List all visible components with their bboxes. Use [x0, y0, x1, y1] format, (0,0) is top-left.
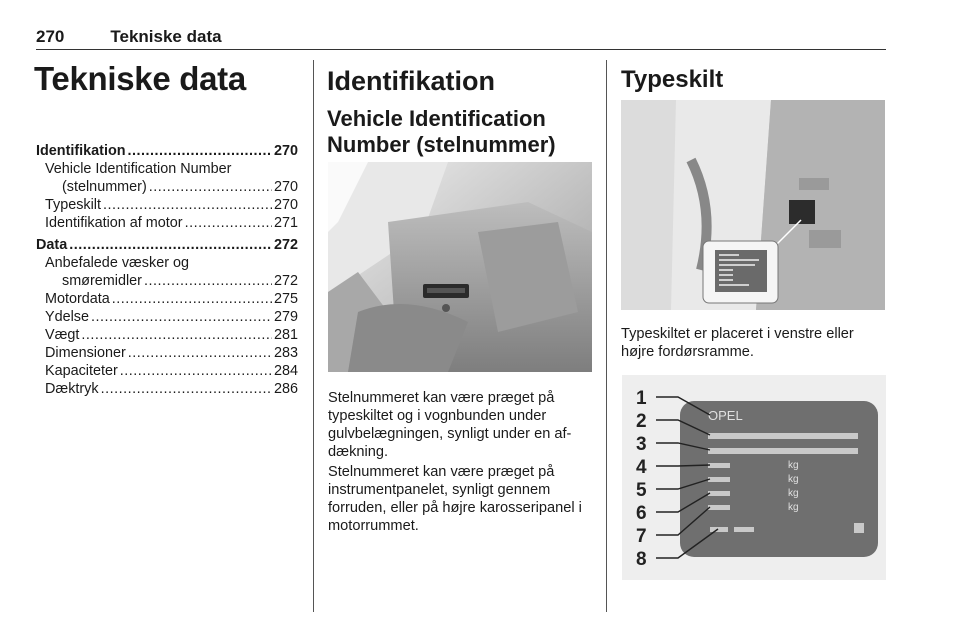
toc-leader-dots: [112, 290, 272, 308]
column-divider-2: [606, 60, 607, 612]
toc-entry-page: 275: [273, 291, 298, 307]
column-divider-1: [313, 60, 314, 612]
callout-number: 6: [636, 503, 647, 524]
callout-number: 5: [636, 480, 647, 501]
callout-number: 1: [636, 388, 647, 409]
toc-leader-dots: [103, 196, 272, 214]
toc-entry-label: (stelnummer): [62, 179, 147, 195]
toc-entry-page: 271: [273, 215, 298, 231]
toc-entry-page: 286: [273, 381, 298, 397]
subtitle-line-2: Number (stelnummer): [327, 132, 556, 157]
vin-floor-photo: [328, 162, 592, 372]
type-plate-location-photo: [621, 100, 885, 310]
toc-leader-dots: [149, 178, 272, 196]
toc-entry[interactable]: [36, 160, 298, 178]
toc-entry[interactable]: [36, 196, 298, 214]
toc-leader-dots: [69, 236, 272, 254]
subsection-title-vin: [327, 106, 556, 158]
toc-entry-page: 283: [273, 345, 298, 361]
toc-entry[interactable]: [36, 214, 298, 232]
vin-paragraph-1: Stelnummeret kan være præget på typeskiltet og i vognbunden under gulvbelægningen, synligt under en afdækning.: [328, 390, 572, 460]
toc-entry-label: smøremidler: [62, 273, 142, 289]
plate-kg-label: kg: [788, 460, 799, 471]
toc-entry-page: 270: [273, 143, 298, 159]
toc-entry[interactable]: [36, 272, 298, 290]
toc-entry-page: 270: [273, 179, 298, 195]
chapter-title: Tekniske data: [34, 60, 246, 97]
header-rule: [36, 49, 886, 50]
toc-entry[interactable]: [36, 290, 298, 308]
toc-entry-label: Typeskilt: [45, 197, 101, 213]
type-plate-illustration: [622, 375, 886, 580]
page-number: 270: [36, 27, 65, 46]
toc-leader-dots: [91, 308, 272, 326]
toc-leader-dots: [128, 142, 272, 160]
plate-brand-text: OPEL: [708, 408, 743, 423]
plate-kg-label: kg: [788, 474, 799, 485]
toc-entry-label: Dimensioner: [45, 345, 126, 361]
table-of-contents: [36, 142, 298, 398]
toc-entry-label: Anbefalede væsker og: [45, 255, 189, 271]
toc-entry-page: 272: [273, 237, 298, 253]
toc-leader-dots: [144, 272, 272, 290]
toc-entry-label: Dæktryk: [45, 381, 99, 397]
toc-leader-dots: [101, 380, 272, 398]
toc-entry[interactable]: [36, 308, 298, 326]
toc-entry-page: 270: [273, 197, 298, 213]
toc-entry[interactable]: [36, 362, 298, 380]
running-title: Tekniske data: [110, 27, 222, 46]
callout-number: 2: [636, 411, 647, 432]
toc-leader-dots: [128, 344, 272, 362]
toc-leader-dots: [185, 214, 272, 232]
toc-entry-page: 281: [273, 327, 298, 343]
plate-kg-label: kg: [788, 488, 799, 499]
toc-entry-label: Motordata: [45, 291, 110, 307]
plate-kg-label: kg: [788, 502, 799, 513]
toc-entry-page: 279: [273, 309, 298, 325]
callout-number: 3: [636, 434, 647, 455]
toc-entry[interactable]: [36, 254, 298, 272]
typeplate-paragraph: Typeskiltet er placeret i venstre eller højre fordørsramme.: [621, 326, 854, 360]
section-title-typeskilt: Typeskilt: [621, 66, 724, 93]
toc-entry-page: 284: [273, 363, 298, 379]
toc-entry-label: Vægt: [45, 327, 80, 343]
toc-entry-label: Vehicle Identification Number: [45, 161, 232, 177]
type-plate-diagram: [622, 375, 886, 580]
toc-leader-dots: [120, 362, 272, 380]
door-frame-illustration: [621, 100, 885, 310]
page-header: [36, 27, 886, 51]
vin-paragraph-2: Stelnummeret kan være præget på instrumentpanelet, synligt gennem forruden, eller på højre karosseripanel i motorrummet.: [328, 464, 582, 534]
toc-entry[interactable]: [36, 326, 298, 344]
callout-number: 8: [636, 549, 647, 570]
toc-entry[interactable]: [36, 380, 298, 398]
callout-number: 7: [636, 526, 647, 547]
toc-entry[interactable]: [36, 178, 298, 196]
toc-entry[interactable]: [36, 142, 298, 160]
toc-entry-label: Identifikation af motor: [45, 215, 183, 231]
toc-entry[interactable]: [36, 236, 298, 254]
subtitle-line-1: Vehicle Identification: [327, 106, 546, 131]
vin-floor-illustration: [328, 162, 592, 372]
callout-number: 4: [636, 457, 647, 478]
toc-entry-label: Ydelse: [45, 309, 90, 325]
toc-entry-page: 272: [273, 273, 298, 289]
toc-entry-label: Kapaciteter: [45, 363, 118, 379]
section-title-identifikation: Identifikation: [327, 66, 495, 96]
toc-entry-label: Identifikation: [36, 143, 126, 159]
toc-entry-label: Data: [36, 237, 68, 253]
toc-entry[interactable]: [36, 344, 298, 362]
toc-leader-dots: [81, 326, 272, 344]
